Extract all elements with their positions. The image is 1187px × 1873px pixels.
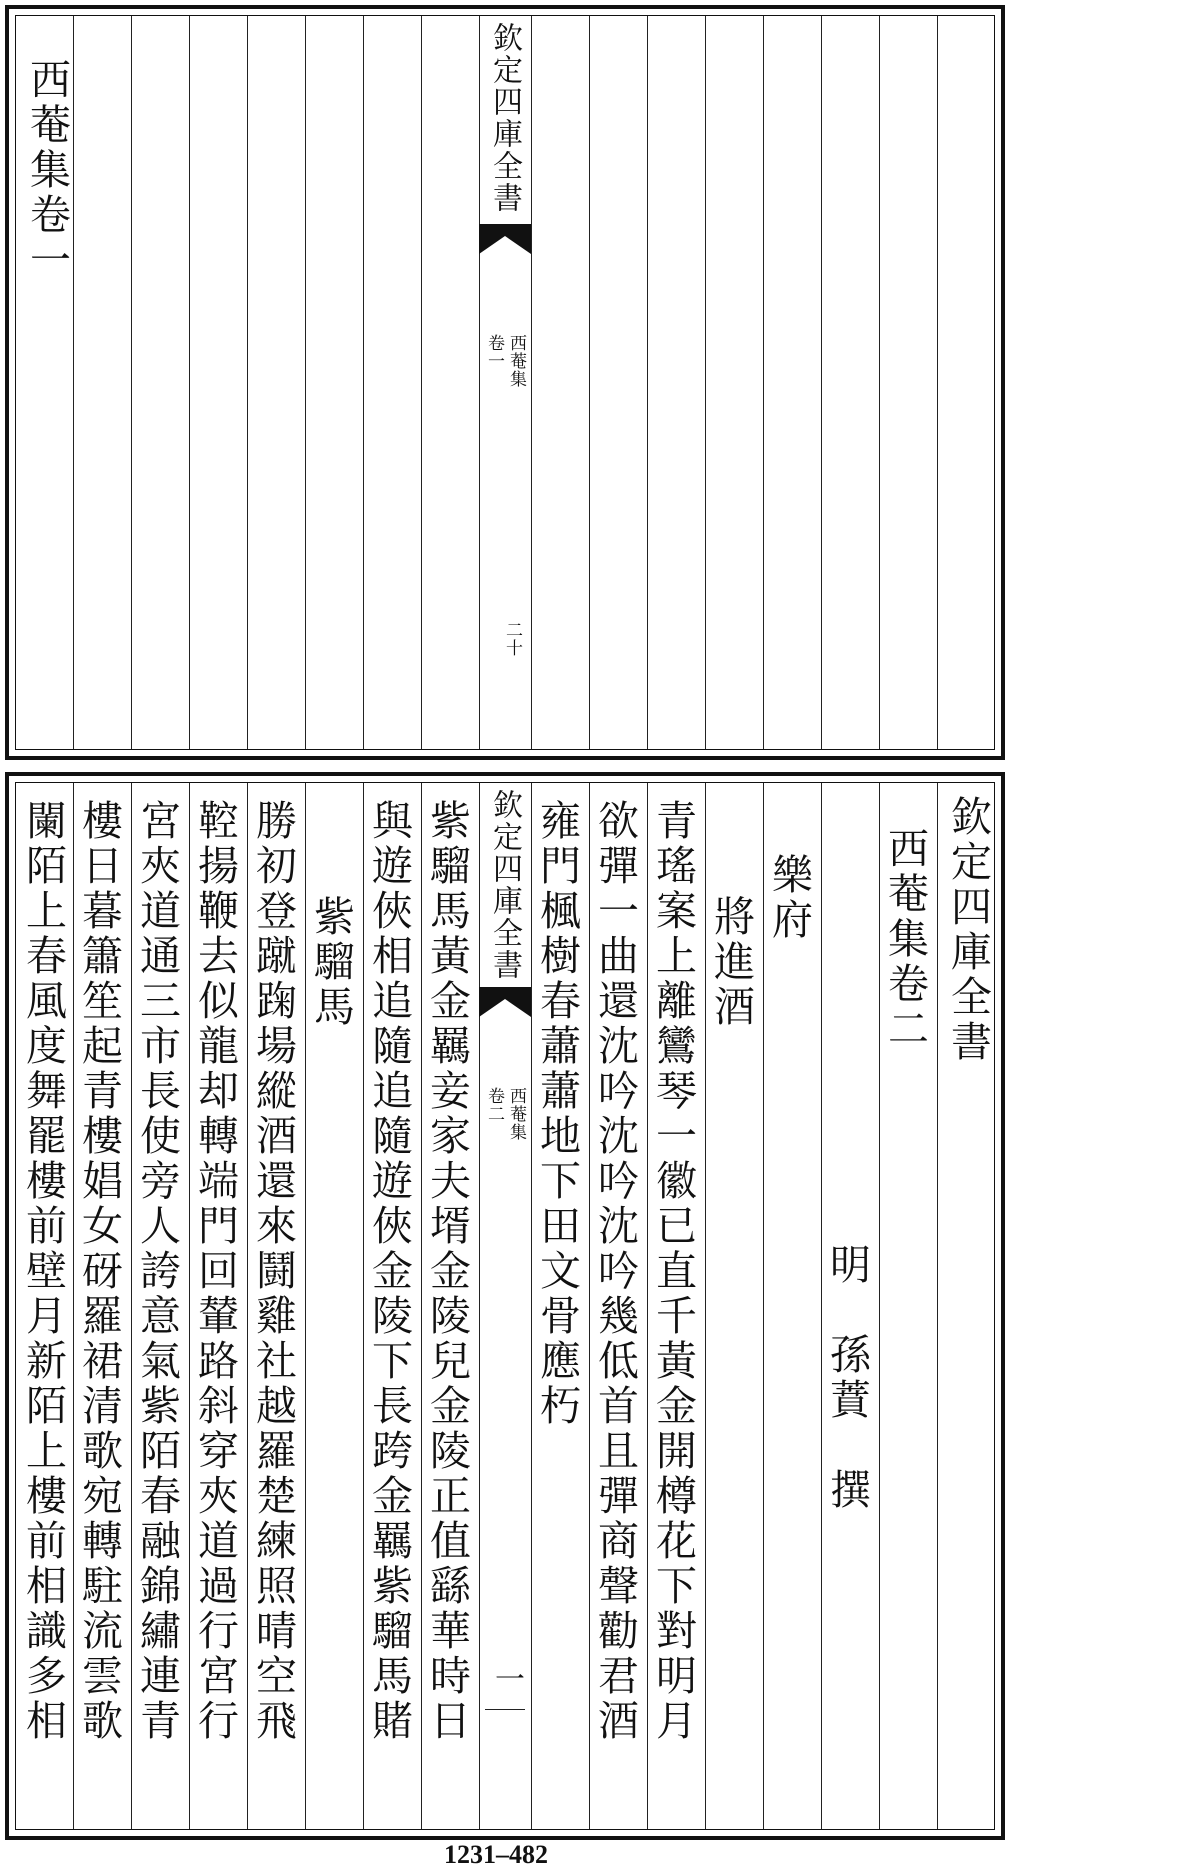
top-page-frame xyxy=(15,15,995,750)
column-rule xyxy=(821,16,822,749)
column-rule xyxy=(647,16,648,749)
top-page xyxy=(5,5,1005,760)
bottom-page-frame xyxy=(15,782,995,1830)
text-column: 青瑤案上離鸞琴一徽已直千黃金開樽花下對明月 xyxy=(649,799,697,1744)
column-rule xyxy=(247,16,248,749)
fish-tail-mark xyxy=(479,987,531,1017)
column-rule xyxy=(247,783,248,1829)
author-line: 明 孫蕡 撰 xyxy=(823,1243,871,1513)
column-rule xyxy=(189,16,190,749)
column-rule xyxy=(705,783,706,1829)
column-rule xyxy=(363,16,364,749)
text-column: 勝初登蹴踘場縱酒還來鬪雞社越羅楚練照晴空飛 xyxy=(249,799,297,1744)
column-rule xyxy=(879,783,880,1829)
column-rule xyxy=(363,783,364,1829)
column-rule xyxy=(131,783,132,1829)
column-rule xyxy=(421,783,422,1829)
column-rule xyxy=(937,16,938,749)
column-rule xyxy=(589,783,590,1829)
text-column: 鞚揚鞭去似龍却轉端門回輦路斜穿夾道過行宮行 xyxy=(191,799,239,1744)
gutter-page-number: 一 xyxy=(489,1663,524,1695)
column-rule xyxy=(879,16,880,749)
column-rule xyxy=(305,16,306,749)
column-rule xyxy=(531,783,532,1829)
text-column: 樓日暮簫笙起青樓娼女砑羅裙清歌宛轉駐流雲歌 xyxy=(75,799,123,1744)
column-rule xyxy=(531,16,532,749)
column-rule xyxy=(763,783,764,1829)
column-rule xyxy=(705,16,706,749)
column-rule xyxy=(73,16,74,749)
column-rule xyxy=(131,16,132,749)
column-rule xyxy=(421,16,422,749)
column-rule xyxy=(73,783,74,1829)
column-rule xyxy=(589,16,590,749)
volume-end-title: 西菴集卷一 xyxy=(23,58,71,283)
gutter-header: 欽定四庫全書 xyxy=(487,789,522,981)
gutter-rule xyxy=(485,1709,525,1710)
text-column: 紫騮馬黃金羈妾家夫壻金陵兒金陵正值繇華時日 xyxy=(423,799,471,1744)
column-rule xyxy=(189,783,190,1829)
text-column: 雍門楓樹春蕭蕭地下田文骨應朽 xyxy=(533,799,581,1429)
column-rule xyxy=(937,783,938,1829)
poem-title: 將進酒 xyxy=(707,895,755,1030)
column-rule xyxy=(821,783,822,1829)
volume-title: 西菴集卷二 xyxy=(881,827,929,1052)
center-gutter xyxy=(479,16,531,749)
center-gutter xyxy=(479,783,531,1829)
poem-title: 紫騮馬 xyxy=(307,895,355,1030)
gutter-header: 欽定四庫全書 xyxy=(487,22,522,214)
text-column: 闌陌上春風度舞罷樓前壁月新陌上樓前相識多相 xyxy=(19,799,67,1744)
gutter-page-number: 二十 xyxy=(502,621,522,657)
page-footer-number: 1231–482 xyxy=(444,1840,548,1869)
gutter-volume: 卷一 xyxy=(484,334,504,370)
text-column: 欲彈一曲還沈吟沈吟沈吟幾低首且彈商聲勸君酒 xyxy=(591,799,639,1744)
column-rule xyxy=(305,783,306,1829)
text-column: 與遊俠相追隨追隨遊俠金陵下長跨金羈紫騮馬賭 xyxy=(365,799,413,1744)
gutter-title: 西菴集 xyxy=(506,1087,526,1141)
page-header: 欽定四庫全書 xyxy=(944,795,992,1065)
text-column: 宮夾道通三市長使旁人誇意氣紫陌春融錦繡連青 xyxy=(133,799,181,1744)
gutter-title: 西菴集 xyxy=(506,334,526,388)
column-rule xyxy=(647,783,648,1829)
column-rule xyxy=(763,16,764,749)
section-heading: 樂府 xyxy=(765,853,813,943)
bottom-page xyxy=(5,772,1005,1840)
gutter-volume: 卷二 xyxy=(484,1087,504,1123)
fish-tail-mark xyxy=(479,224,531,254)
